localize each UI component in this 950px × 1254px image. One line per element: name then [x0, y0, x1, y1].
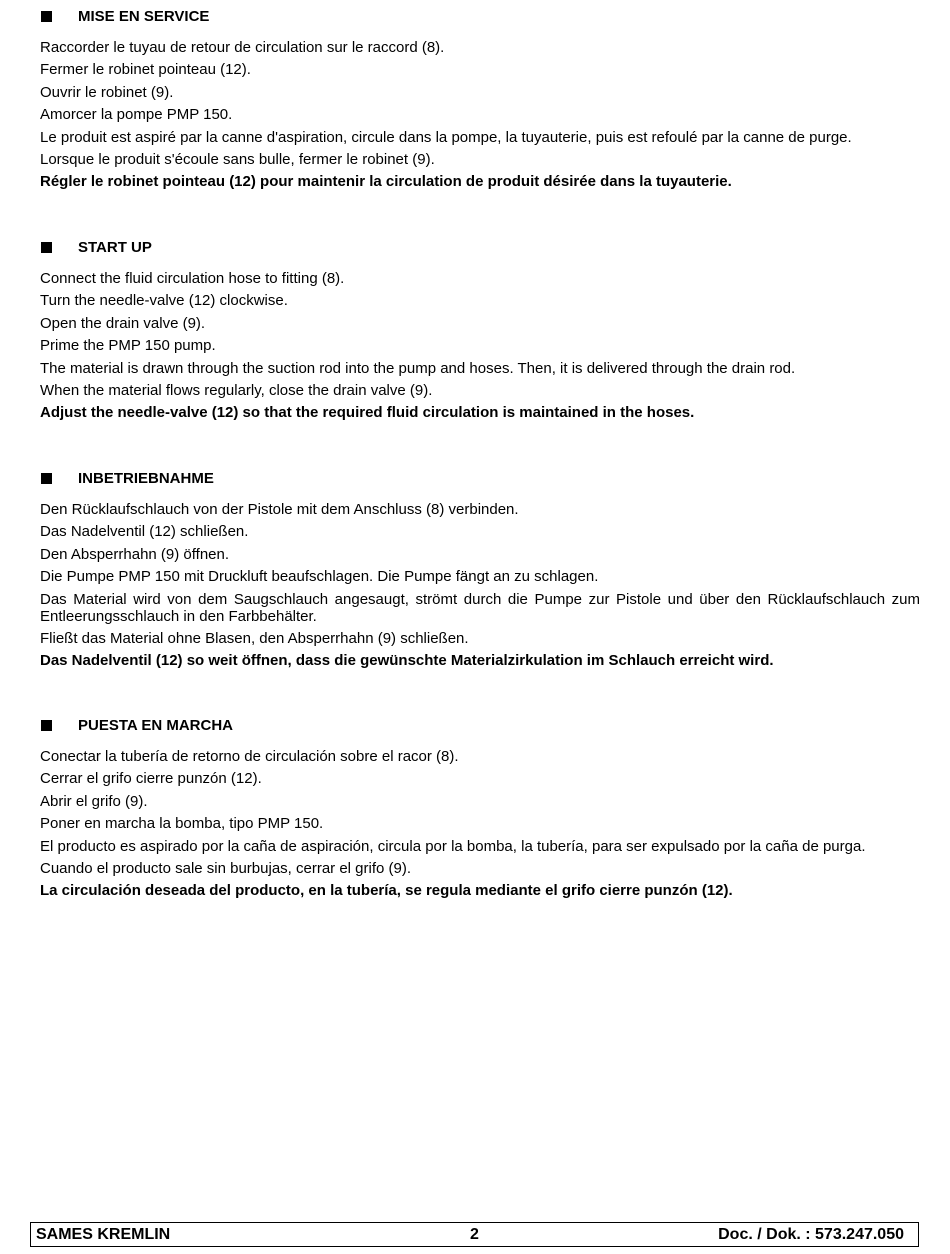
instruction-line: Cuando el producto sale sin burbujas, cerrar el grifo (9).: [40, 859, 412, 877]
instruction-line: Le produit est aspiré par la canne d'aspiration, circule dans la pompe, la tuyauterie, puis est refoulé par la canne de purge.: [40, 128, 852, 146]
instruction-line: Das Nadelventil (12) schließen.: [40, 523, 249, 541]
section-heading: [40, 716, 920, 738]
instruction-line: Den Absperrhahn (9) öffnen.: [40, 545, 230, 563]
instruction-line-important: Adjust the needle-valve (12) so that the required fluid circulation is maintained in the hoses.: [40, 404, 695, 422]
section-heading: [40, 469, 920, 491]
square-bullet-icon: [41, 11, 52, 22]
square-bullet-icon: [41, 242, 52, 253]
instruction-line: Raccorder le tuyau de retour de circulation sur le raccord (8).: [40, 39, 445, 56]
square-bullet-icon: [41, 473, 52, 484]
section-puesta-en-marcha: [40, 716, 920, 905]
page-footer: [30, 1222, 919, 1247]
instruction-line: Turn the needle-valve (12) clockwise.: [40, 292, 288, 310]
section-heading: [40, 238, 920, 260]
instruction-line: When the material flows regularly, close the drain valve (9).: [40, 381, 433, 399]
instruction-line: Connect the fluid circulation hose to fitting (8).: [40, 270, 345, 287]
instruction-list: [40, 501, 920, 669]
instruction-line: Conectar la tubería de retorno de circulación sobre el racor (8).: [40, 748, 459, 765]
instruction-line: Das Material wird von dem Saugschlauch angesaugt, strömt durch die Pumpe zur Pistole und über den Rücklaufschlauch zum Entleerungsschlauch in den Farbbehälter.: [40, 590, 920, 625]
instruction-line: Prime the PMP 150 pump.: [40, 337, 216, 355]
instruction-line: Fermer le robinet pointeau (12).: [40, 61, 251, 79]
instruction-list: [40, 39, 920, 190]
section-title: PUESTA EN MARCHA: [78, 717, 234, 734]
instruction-line-important: Régler le robinet pointeau (12) pour maintenir la circulation de produit désirée dans la tuyauterie.: [40, 173, 732, 191]
instruction-line: Poner en marcha la bomba, tipo PMP 150.: [40, 815, 324, 833]
instruction-line: Fließt das Material ohne Blasen, den Absperrhahn (9) schließen.: [40, 629, 469, 647]
instruction-line-important: La circulación deseada del producto, en la tubería, se regula mediante el grifo cierre punzón (12).: [40, 882, 733, 900]
square-bullet-icon: [41, 720, 52, 731]
instruction-line: Open the drain valve (9).: [40, 314, 206, 332]
instruction-list: [40, 270, 920, 421]
section-inbetriebnahme: [40, 469, 920, 675]
section-heading: [40, 7, 920, 29]
section-title: MISE EN SERVICE: [78, 8, 210, 25]
instruction-line: Abrir el grifo (9).: [40, 792, 148, 810]
section-start-up: [40, 238, 920, 427]
instruction-list: [40, 748, 920, 899]
footer-page-number: 2: [470, 1226, 479, 1243]
instruction-line: Lorsque le produit s'écoule sans bulle, fermer le robinet (9).: [40, 150, 435, 168]
instruction-line: Den Rücklaufschlauch von der Pistole mit dem Anschluss (8) verbinden.: [40, 501, 519, 518]
instruction-line: Die Pumpe PMP 150 mit Druckluft beaufschlagen. Die Pumpe fängt an zu schlagen.: [40, 568, 599, 586]
instruction-line: Ouvrir le robinet (9).: [40, 83, 174, 101]
instruction-line: The material is drawn through the suction rod into the pump and hoses. Then, it is delivered through the drain rod.: [40, 359, 796, 377]
instruction-line: Cerrar el grifo cierre punzón (12).: [40, 770, 262, 788]
instruction-line: Amorcer la pompe PMP 150.: [40, 106, 233, 124]
section-mise-en-service: [40, 7, 920, 196]
instruction-line-important: Das Nadelventil (12) so weit öffnen, dass die gewünschte Materialzirkulation im Schlauch erreicht wird.: [40, 652, 774, 670]
section-title: START UP: [78, 239, 152, 256]
footer-company: SAMES KREMLIN: [36, 1226, 171, 1243]
instruction-line: El producto es aspirado por la caña de aspiración, circula por la bomba, la tubería, para ser expulsado por la caña de purga.: [40, 837, 866, 855]
section-title: INBETRIEBNAHME: [78, 470, 214, 487]
footer-doc-reference: Doc. / Dok. : 573.247.050: [718, 1226, 904, 1243]
